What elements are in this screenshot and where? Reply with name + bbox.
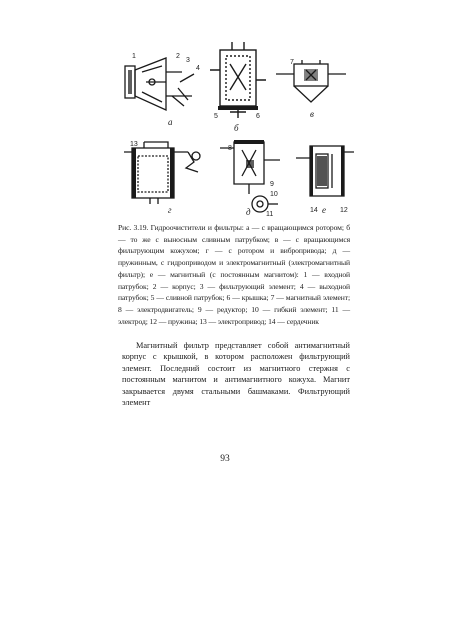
callout-number: 1	[132, 53, 136, 60]
figure-caption: Рис. 3.19. Гидроочистители и фильтры: а — с вращающимся ротором; б — то же с выносным сливным патрубком; в — с вращающимся фильтрующим кожухом; г — с ротором и вибропривода; д — пружинным, с гидроприводом и электромагнитный (электромагнитный фильтр); е — магнитный (с постоянным магнитом): 1 — входной патрубок; 2 — корпус; 3 — фильтрующий элемент; 4 — выходной патрубок; 5 — сливной патрубок; 6 — крышка; 7 — магнитный элемент; 8 — электродвигатель; 9 — редуктор; 10 — гибкий элемент; 11 — электрод; 12 — пружина; 13 — электропривод; 14 — сердечник	[118, 223, 350, 326]
callout-number: 14	[310, 207, 318, 214]
panel-e-drawing	[220, 130, 282, 216]
callout-number: 7	[290, 59, 294, 66]
callout-number: 10	[270, 191, 278, 198]
callout-number: 8	[228, 145, 232, 152]
panel-letter-d: г	[168, 205, 172, 215]
panel-d-drawing	[124, 132, 208, 204]
callout-number: 6	[256, 113, 260, 120]
callout-number: 9	[270, 181, 274, 188]
callout-number: 12	[340, 207, 348, 214]
panel-f-drawing	[296, 132, 356, 204]
callout-number: 5	[214, 113, 218, 120]
figure-panel-b	[210, 40, 266, 122]
panel-letter-f: е	[322, 205, 326, 215]
callout-number: 11	[266, 211, 274, 218]
panel-letter-a: а	[168, 117, 173, 127]
callout-number: 3	[186, 57, 190, 64]
body-paragraph: Магнитный фильтр представляет собой антимагнитный корпус с крышкой, в котором расположен фильтрующий элемент. Последний состоит из магнитного стержня с постоянным магнитом и антимагнитного кожуха. Магнит закрывается двумя стальными башмаками. Фильтрующий элемент	[122, 341, 350, 408]
panel-letter-e: д	[246, 207, 251, 217]
panel-letter-c: в	[310, 109, 314, 119]
page-number: 93	[220, 454, 230, 464]
panel-letter-b: б	[234, 123, 239, 133]
callout-number: 13	[130, 141, 138, 148]
panel-c-drawing	[276, 52, 346, 108]
panel-a-drawing	[122, 52, 200, 114]
figure-panel-c	[276, 52, 346, 108]
panel-b-drawing	[210, 40, 266, 122]
figure-panel-f	[296, 132, 356, 204]
callout-number: 2	[176, 53, 180, 60]
figure-panel-e	[220, 130, 282, 216]
callout-number: 4	[196, 65, 200, 72]
figure-panel-d	[124, 132, 208, 204]
figure-panel-a	[122, 52, 200, 114]
